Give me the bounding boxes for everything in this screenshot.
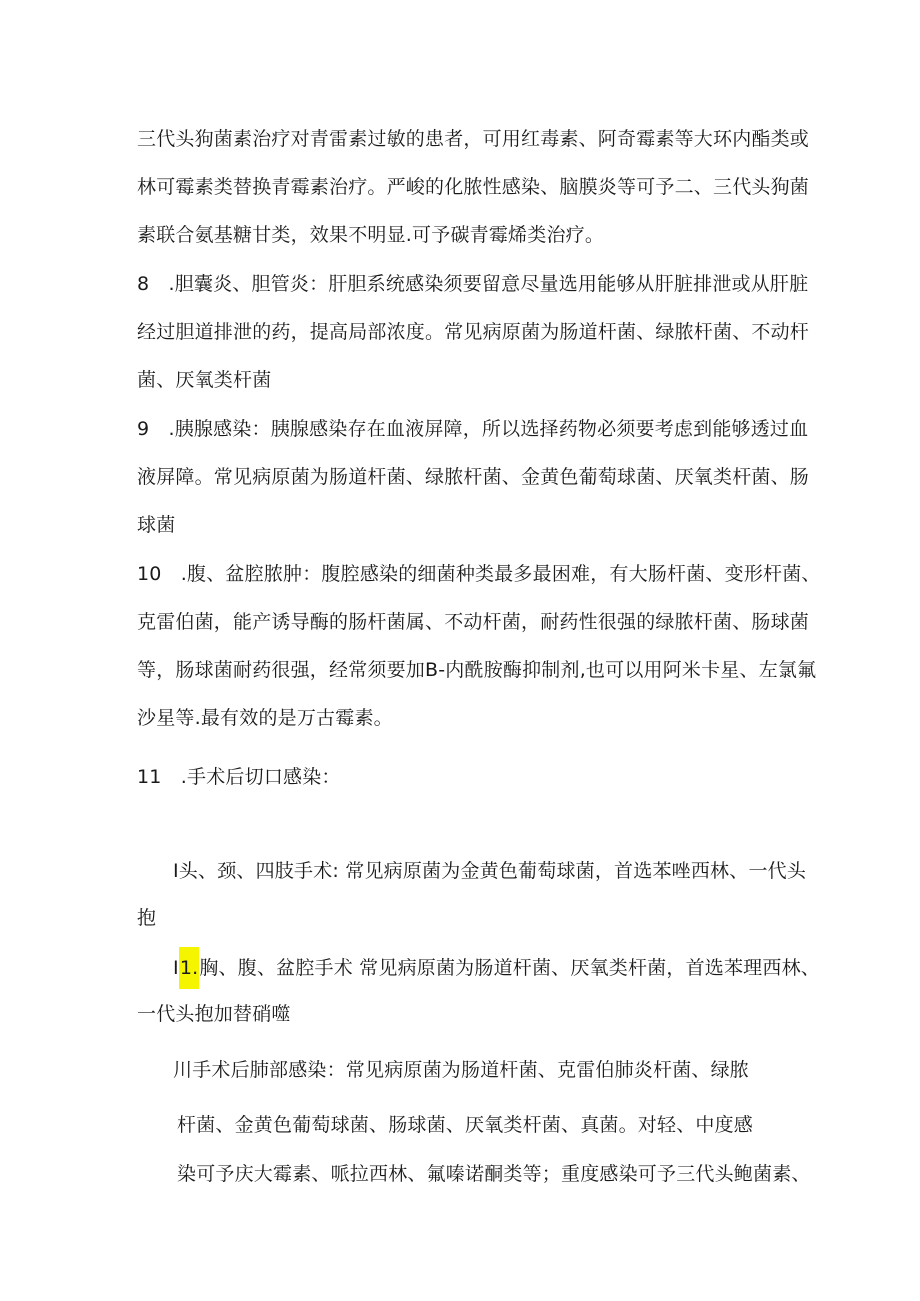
text-line: 沙星等.最有效的是万古霉素。 bbox=[137, 707, 393, 729]
text-line: 杆菌、金黄色葡萄球菌、肠球菌、厌氧类杆菌、真菌。对轻、中度感 bbox=[177, 1114, 754, 1136]
text-line: 克雷伯菌，能产诱导酶的肠杆菌属、不动杆菌，耐药性很强的绿脓杆菌、肠球菌 bbox=[137, 611, 810, 633]
text-line-highlighted bbox=[173, 955, 820, 981]
text-line: 10 .腹、盆腔脓肿：腹腔感染的细菌种类最多最困难，有大肠杆菌、变形杆菌、 bbox=[137, 563, 821, 585]
text-line: 林可霉素类替换青霉素治疗。严峻的化脓性感染、脑膜炎等可予二、三代头狗菌 bbox=[137, 176, 810, 198]
text-line: 11 .手术后切口感染： bbox=[137, 766, 341, 788]
text-line: 球菌 bbox=[137, 514, 176, 536]
text-line: 一代头抱加替硝噬 bbox=[137, 1003, 291, 1025]
text-line: 等，肠球菌耐药很强，经常须要加B-内酰胺酶抑制剂,也可以用阿米卡星、左氯氟 bbox=[137, 659, 817, 681]
text-line: 8 .胆囊炎、胆管炎：肝胆系统感染须要留意尽量选用能够从肝脏排泄或从肝脏 bbox=[137, 273, 809, 295]
highlight-mark: 1. bbox=[179, 947, 200, 989]
text-line: 素联合氨基糖甘类，效果不明显.可予碳青霉烯类治疗。 bbox=[137, 224, 605, 246]
text-line: I头、颈、四肢手术: 常见病原菌为金黄色葡萄球菌，首选苯唑西林、一代头 bbox=[173, 860, 807, 882]
text-line: 三代头狗菌素治疗对青雷素过敏的患者，可用红毒素、阿奇霉素等大环内酯类或 bbox=[137, 128, 810, 150]
text-line: 染可予庆大霉素、哌拉西林、氟嗪诺酮类等；重度感染可予三代头鲍菌素、 bbox=[177, 1163, 811, 1185]
text-line: 液屏障。常见病原菌为肠道杆菌、绿脓杆菌、金黄色葡萄球菌、厌氧类杆菌、肠 bbox=[137, 466, 810, 488]
text-line-content: 胸、腹、盆腔手术 常见病原菌为肠道杆菌、厌氧类杆菌，首选苯理西林、 bbox=[199, 957, 820, 979]
text-line: 经过胆道排泄的药，提高局部浓度。常见病原菌为肠道杆菌、绿脓杆菌、不动杆 bbox=[137, 321, 810, 343]
text-line: 9 .胰腺感染：胰腺感染存在血液屏障，所以选择药物必须要考虑到能够透过血 bbox=[137, 418, 809, 440]
list-marker: I bbox=[173, 957, 179, 979]
text-line: 抱 bbox=[137, 907, 157, 929]
text-line: 川手术后肺部感染：常见病原菌为肠道杆菌、克雷伯肺炎杆菌、绿脓 bbox=[173, 1059, 750, 1081]
text-line: 菌、厌氧类杆菌 bbox=[137, 369, 272, 391]
